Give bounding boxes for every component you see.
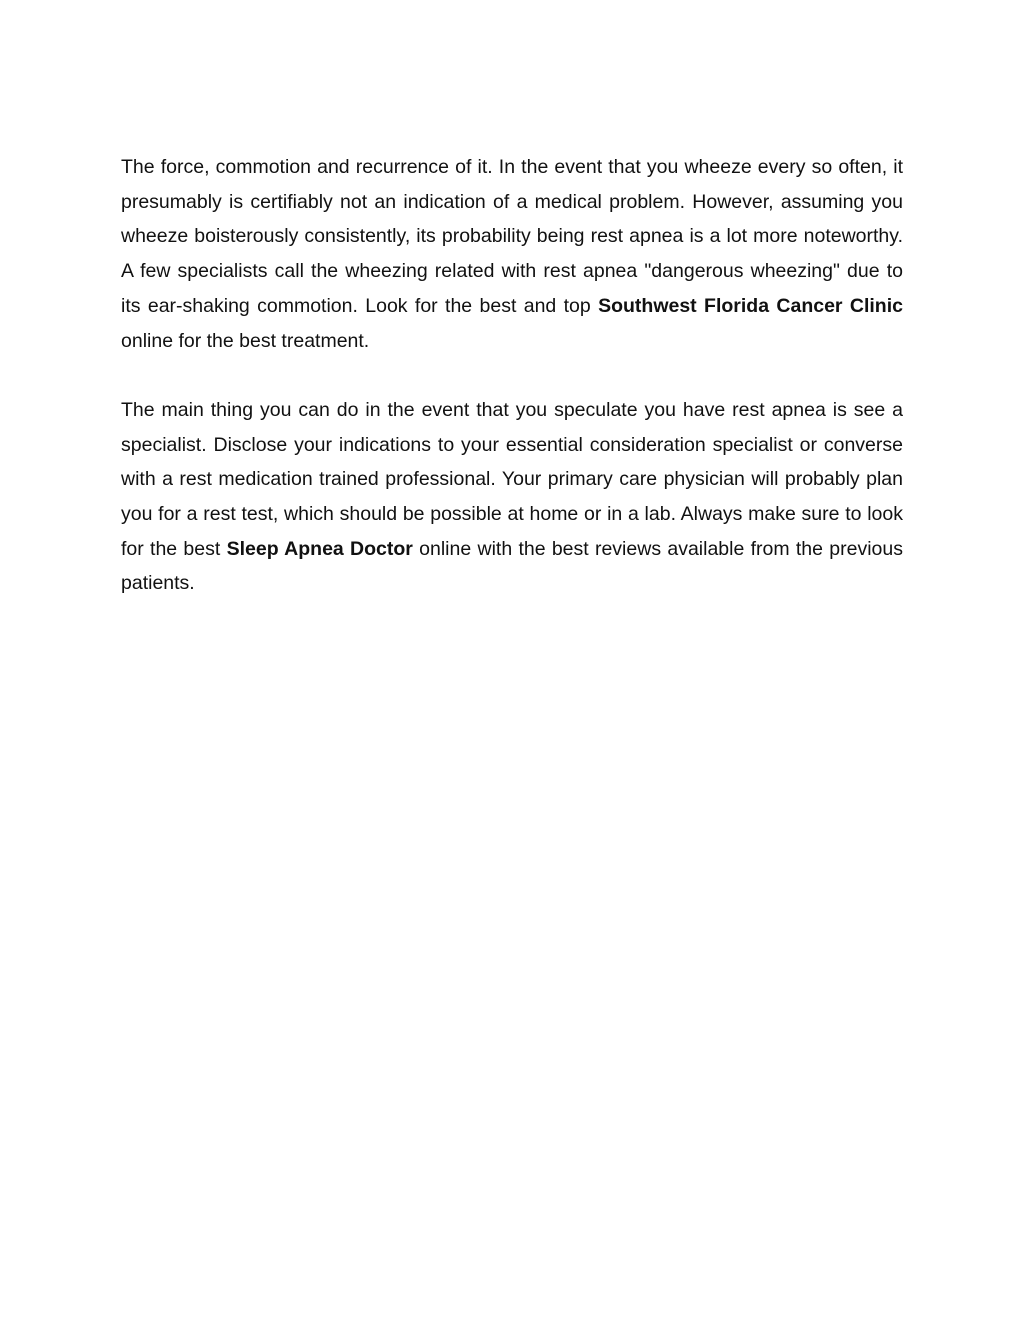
paragraph-1-text-end: online for the best treatment. <box>121 329 370 352</box>
southwest-florida-cancer-clinic-link[interactable]: Southwest Florida Cancer Clinic <box>598 294 903 317</box>
paragraph-1 <box>121 150 903 358</box>
paragraph-1-text-start: The force, commotion and recurrence of it. In the event that you wheeze every so often, it presumably is certifiably not an indication of a medical problem. However, assuming you wheeze boisterously consistently, its probability being rest apnea is a lot more noteworthy. A few specialists call the wheezing related with rest apnea "dangerous wheezing" due to its ear-shaking commotion. Look for the best and top <box>121 156 903 317</box>
document-body <box>121 150 903 636</box>
paragraph-2 <box>121 393 903 601</box>
paragraph-2-text-end: online with the best reviews available from the previous patients. <box>121 537 903 595</box>
sleep-apnea-doctor-link[interactable]: Sleep Apnea Doctor <box>226 537 413 560</box>
paragraph-2-text-start: The main thing you can do in the event that you speculate you have rest apnea is see a specialist. Disclose your indications to your essential consideration specialist or converse with a rest medication trained professional. Your primary care physician will probably plan you for a rest test, which should be possible at home or in a lab. Always make sure to look for the best <box>121 398 903 560</box>
